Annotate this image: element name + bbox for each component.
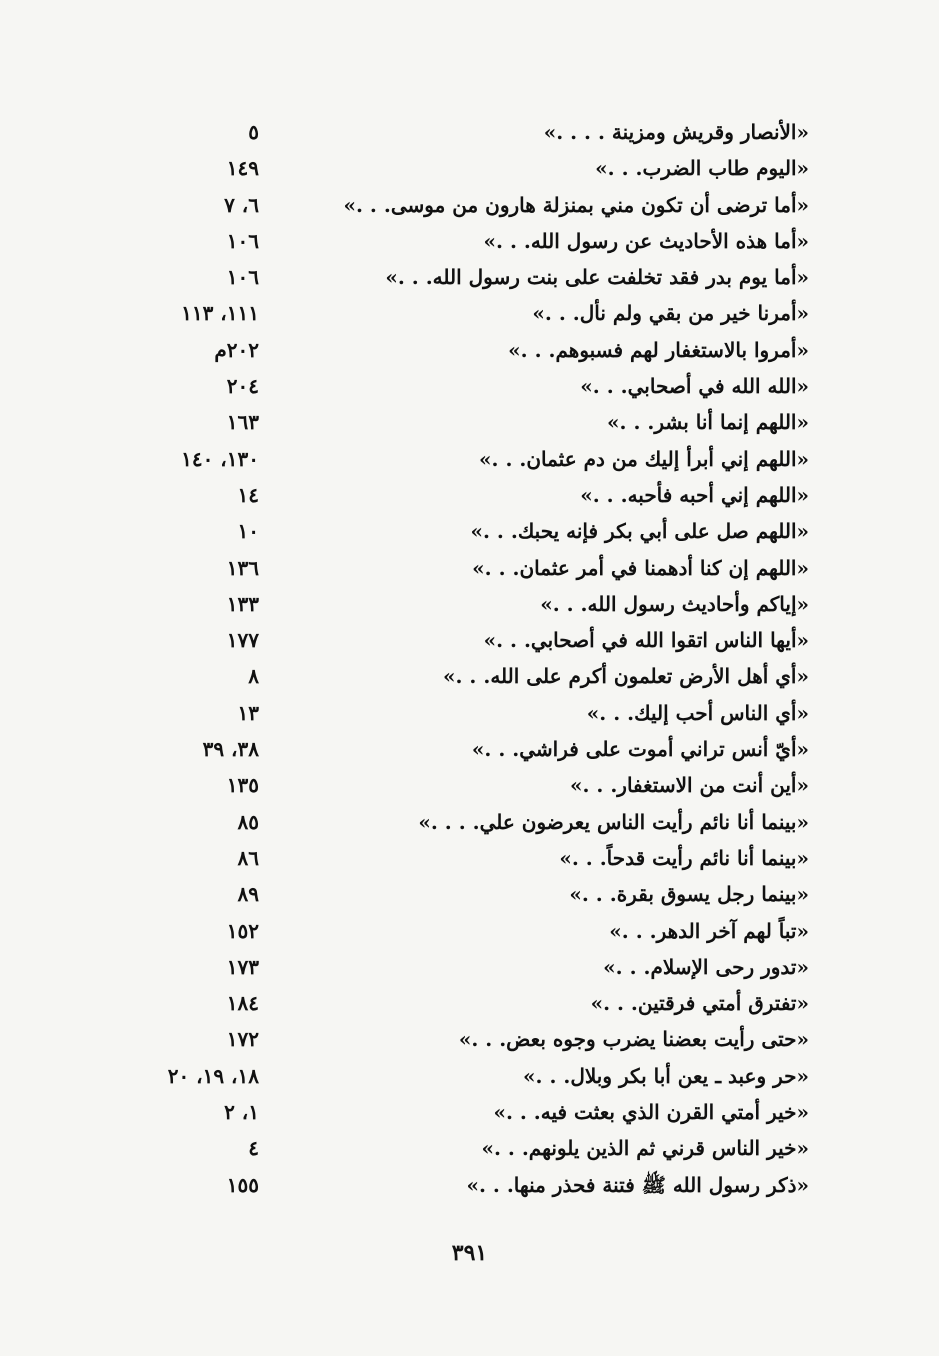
- hadith-incipit: «حر وعبد ـ يعن أبا بكر وبلال. . .»: [523, 1063, 809, 1088]
- page-references: ٥: [248, 120, 259, 144]
- index-entry: [0, 659, 939, 695]
- index-entry: [0, 1059, 939, 1095]
- page-references: ٣٨، ٣٩: [202, 737, 259, 762]
- index-entry: [0, 405, 939, 441]
- page-references: ١٣٣: [226, 591, 259, 616]
- page-references: ١٧٧: [226, 628, 259, 653]
- hadith-incipit: «اللهم إنما أنا بشر. . .»: [607, 410, 809, 435]
- page-number: ٣٩١: [451, 1240, 488, 1266]
- hadith-incipit: «أما هذه الأحاديث عن رسول الله. . .»: [483, 228, 809, 253]
- page-references: ١٥٥: [226, 1172, 259, 1197]
- index-entry: [0, 1022, 939, 1058]
- index-entry: [0, 224, 939, 260]
- page-references: ١٧٢: [226, 1027, 259, 1052]
- page-references: ٨٩: [237, 882, 259, 907]
- index-entry: [0, 1168, 939, 1204]
- page-references: ١٤: [237, 482, 259, 507]
- page-references: ١٥٢: [226, 918, 259, 943]
- page-references: ٨٦: [237, 845, 259, 870]
- index-entry: [0, 151, 939, 187]
- index-entry: [0, 914, 939, 950]
- index-entry: [0, 623, 939, 659]
- page-references: ١٣٥: [226, 773, 259, 798]
- index-entry: [0, 115, 939, 151]
- index-entry: [0, 841, 939, 877]
- index-entry: [0, 950, 939, 986]
- page-references: ١٣: [237, 700, 259, 725]
- index-entry: [0, 296, 939, 332]
- page-references: ١٣٦: [226, 555, 259, 580]
- index-entry: [0, 768, 939, 804]
- page-references: ١٠: [237, 519, 259, 544]
- index-entry: [0, 587, 939, 623]
- hadith-incipit: «تفترق أمتي فرقتين. . .»: [590, 991, 809, 1016]
- hadith-incipit: «اللهم إن كنا أدهمنا في أمر عثمان. . .»: [472, 555, 809, 580]
- hadith-incipit: «تدور رحى الإسلام. . .»: [603, 954, 809, 979]
- index-entry: [0, 805, 939, 841]
- page-references: ٤: [248, 1136, 259, 1161]
- hadith-incipit: «أما يوم بدر فقد تخلفت على بنت رسول الله. . .»: [385, 265, 809, 290]
- hadith-incipit: «الأنصار وقريش ومزينة . . . .»: [543, 120, 809, 144]
- hadith-incipit: «تباً لهم آخر الدهر. . .»: [609, 918, 809, 943]
- index-entry: [0, 877, 939, 913]
- hadith-incipit: «أيّ أنس تراني أموت على فراشي. . .»: [471, 737, 809, 762]
- hadith-incipit: «أمروا بالاستغفار لهم فسبوهم. . .»: [508, 337, 809, 362]
- page-references: ١٣٠، ١٤٠: [181, 446, 259, 471]
- page-references: ٦، ٧: [224, 192, 259, 217]
- index-entry: [0, 478, 939, 514]
- page-references: ١٠٦: [226, 265, 259, 290]
- hadith-index-list: [0, 115, 939, 1204]
- index-entry: [0, 986, 939, 1022]
- hadith-incipit: «إياكم وأحاديث رسول الله. . .»: [540, 591, 809, 616]
- index-entry: [0, 260, 939, 296]
- page-references: ١٨، ١٩، ٢٠: [167, 1063, 259, 1088]
- hadith-incipit: «بينما أنا نائم رأيت قدحاً. . .»: [559, 845, 809, 870]
- hadith-incipit: «حتى رأيت بعضنا يضرب وجوه بعض. . .»: [458, 1027, 809, 1052]
- hadith-incipit: «اللهم إني أحبه فأحبه. . .»: [580, 482, 809, 507]
- hadith-incipit: «أي أهل الأرض تعلمون أكرم على الله. . .»: [443, 664, 809, 689]
- hadith-incipit: «خير الناس قرني ثم الذين يلونهم. . .»: [481, 1136, 809, 1161]
- index-entry: [0, 732, 939, 768]
- hadith-incipit: «أمرنا خير من بقي ولم نأل. . .»: [532, 301, 809, 326]
- hadith-incipit: «أي الناس أحب إليك. . .»: [586, 700, 809, 725]
- index-entry: [0, 1131, 939, 1167]
- index-entry: [0, 188, 939, 224]
- page-references: ١٤٩: [226, 156, 259, 181]
- hadith-incipit: «اللهم صل على أبي بكر فإنه يحبك. . .»: [470, 519, 809, 544]
- index-entry: [0, 369, 939, 405]
- index-entry: [0, 1095, 939, 1131]
- page-references: ١٧٣: [226, 954, 259, 979]
- hadith-incipit: «ذكر رسول الله ﷺ فتنة فحذر منها. . .»: [466, 1172, 809, 1197]
- hadith-incipit: «اللهم إني أبرأ إليك من دم عثمان. . .»: [479, 446, 809, 471]
- index-entry: [0, 442, 939, 478]
- index-entry: [0, 333, 939, 369]
- page-references: ٢٠٢م: [214, 337, 259, 362]
- page-references: ٨: [248, 664, 259, 689]
- index-entry: [0, 696, 939, 732]
- hadith-incipit: «أما ترضى أن تكون مني بمنزلة هارون من موسى. . .»: [343, 192, 809, 217]
- index-entry: [0, 514, 939, 550]
- hadith-incipit: «أين أنت من الاستغفار. . .»: [569, 773, 809, 798]
- page-references: ١١١، ١١٣: [181, 301, 259, 326]
- page-references: ١٦٣: [226, 410, 259, 435]
- hadith-incipit: «أيها الناس اتقوا الله في أصحابي. . .»: [483, 628, 809, 653]
- hadith-incipit: «بينما أنا نائم رأيت الناس يعرضون علي. . . .»: [418, 809, 809, 834]
- hadith-incipit: «اليوم طاب الضرب. . .»: [595, 156, 809, 181]
- hadith-incipit: «خير أمتي القرن الذي بعثت فيه. . .»: [493, 1100, 809, 1125]
- page-references: ١، ٢: [224, 1100, 259, 1125]
- hadith-incipit: «الله الله في أصحابي. . .»: [580, 374, 809, 399]
- index-entry: [0, 551, 939, 587]
- page-references: ٢٠٤: [226, 374, 259, 399]
- hadith-incipit: «بينما رجل يسوق بقرة. . .»: [569, 882, 809, 907]
- page-references: ١٨٤: [226, 991, 259, 1016]
- page-references: ٨٥: [237, 809, 259, 834]
- page-references: ١٠٦: [226, 228, 259, 253]
